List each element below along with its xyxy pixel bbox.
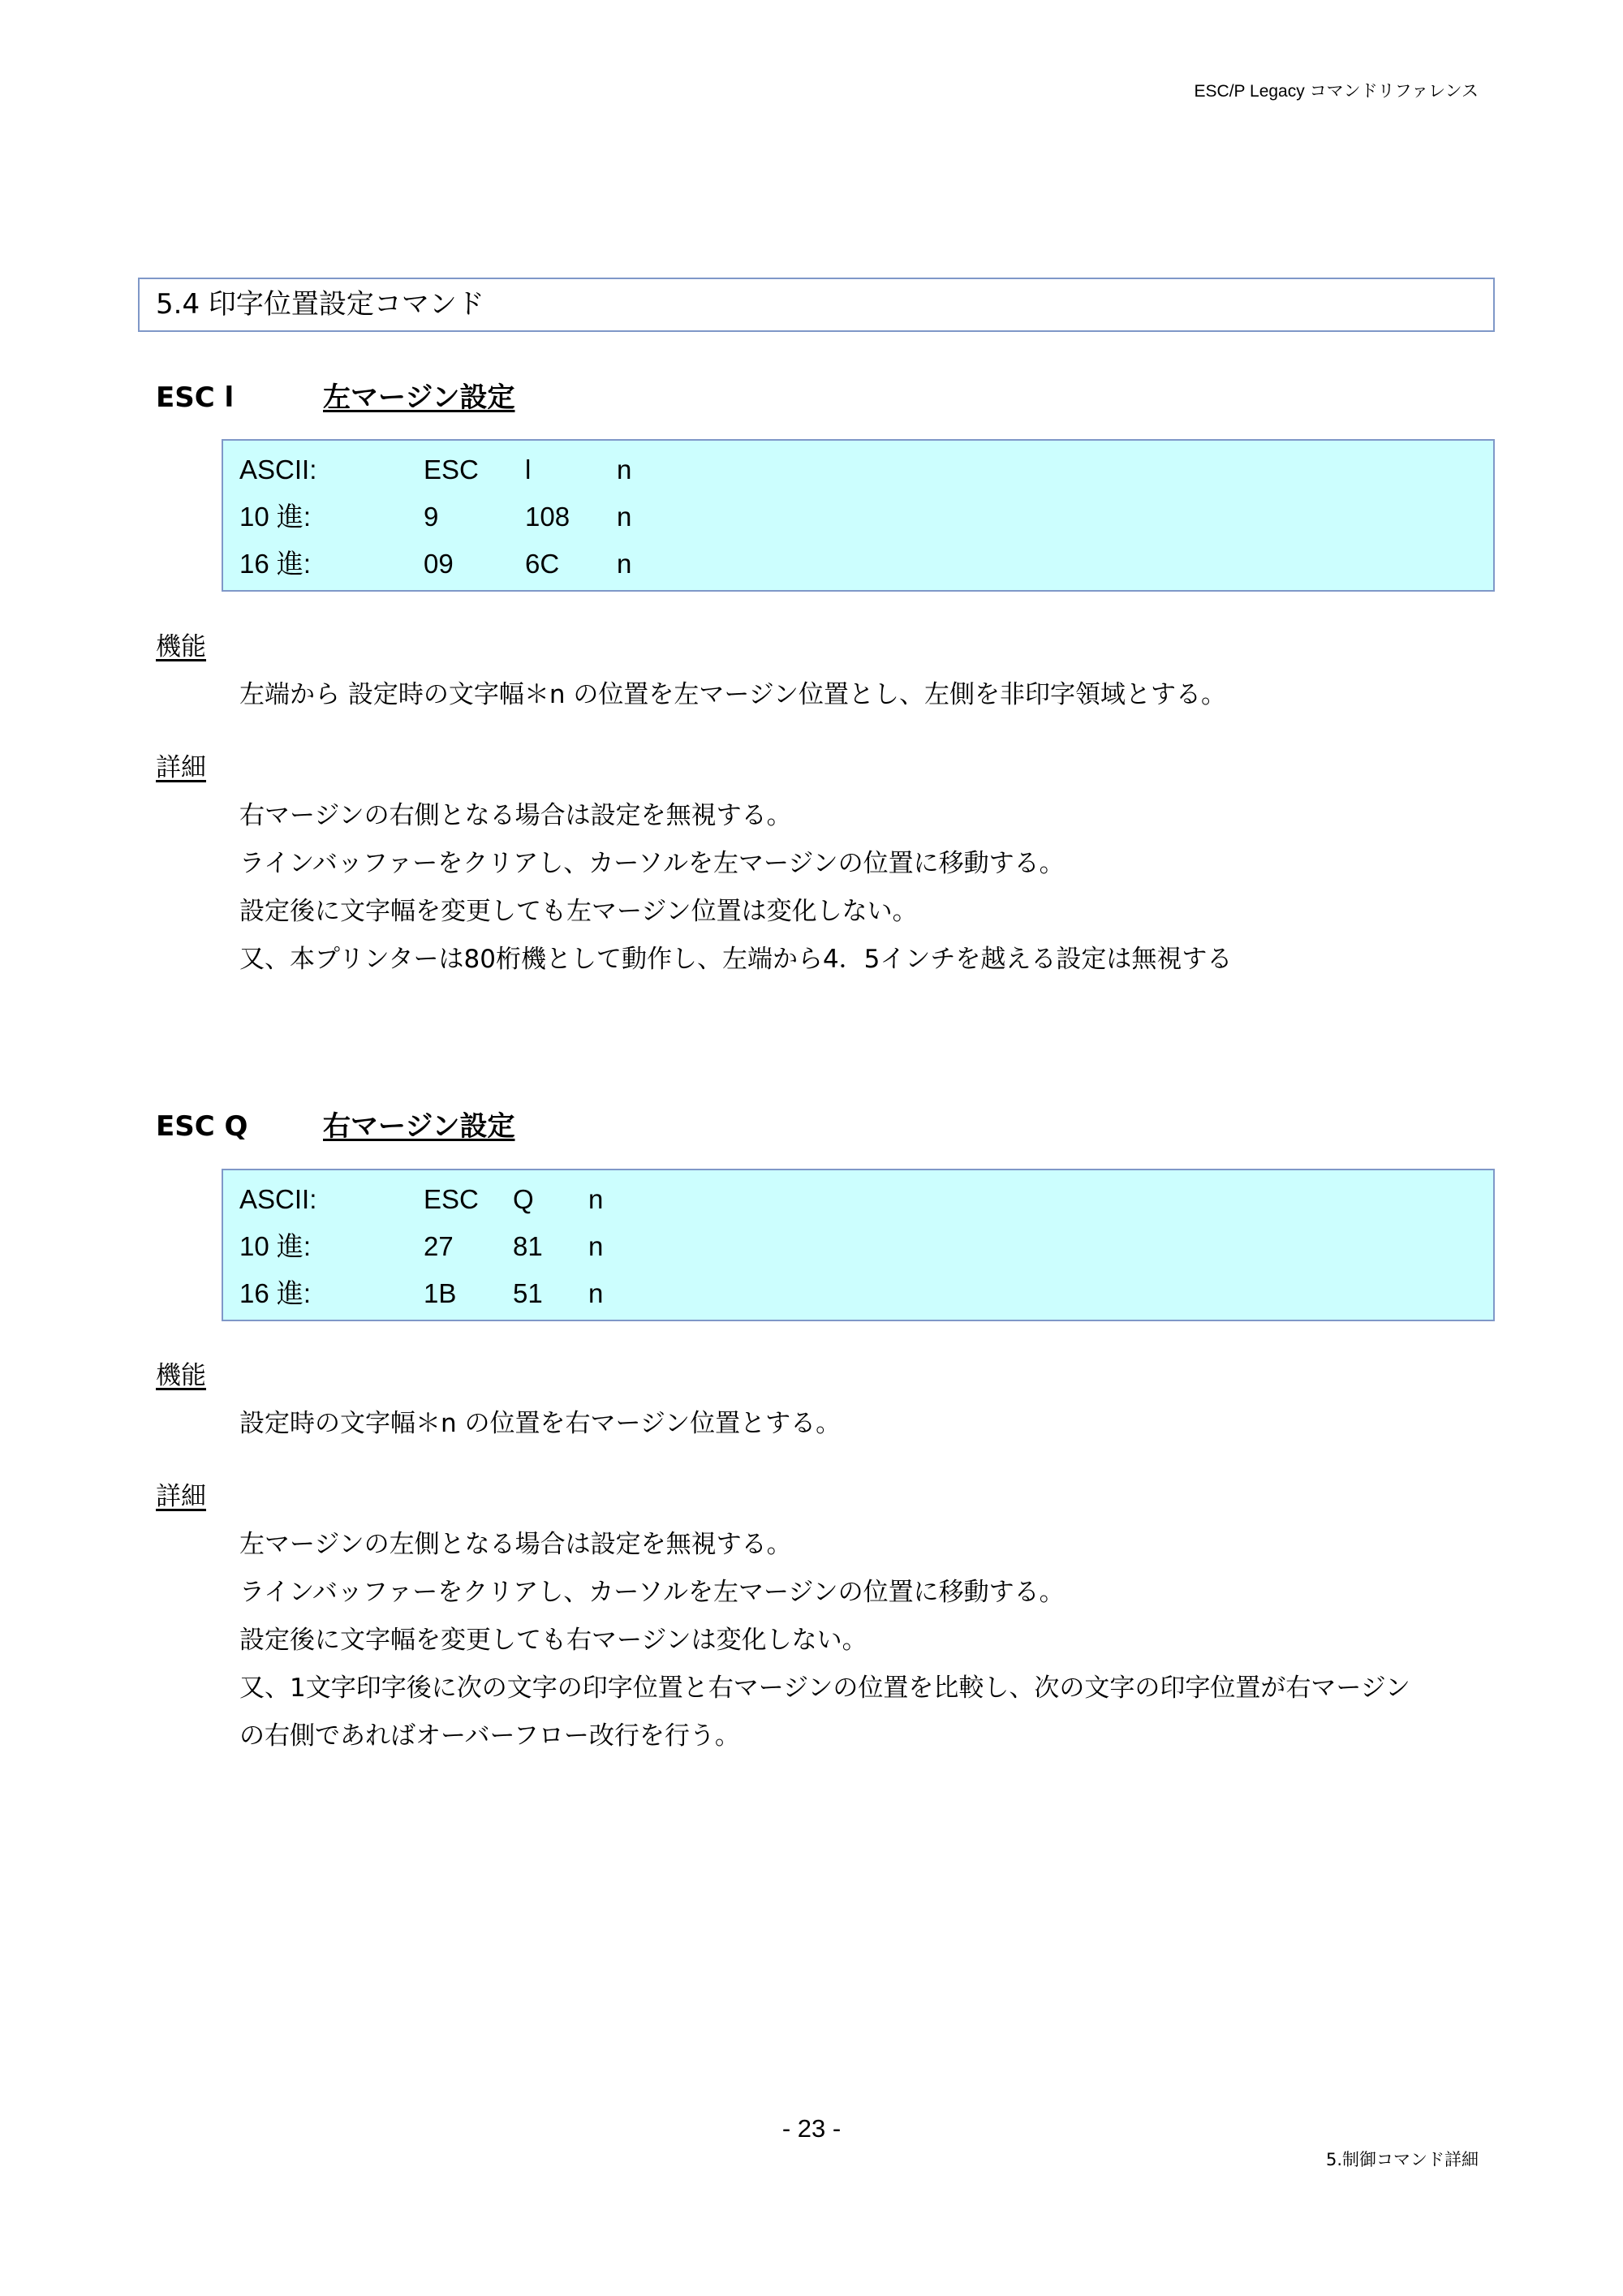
detail-label: 詳細 — [156, 753, 206, 782]
syntax-value: 6C — [525, 549, 560, 579]
syntax-label: 10 進: — [239, 502, 312, 532]
syntax-value: ESC — [424, 454, 479, 485]
function-text: 左端から 設定時の文字幅＊n の位置を左マージン位置とし、左側を非印字領域とする。 — [239, 680, 1226, 709]
function-label: 機能 — [156, 1361, 206, 1390]
syntax-value: n — [588, 1184, 604, 1214]
syntax-value: n — [617, 502, 632, 532]
detail-line: 設定後に文字幅を変更しても右マージンは変化しない。 — [239, 1626, 867, 1655]
syntax-value: l — [525, 454, 532, 485]
detail-line: の右側であればオーバーフロー改行を行う。 — [239, 1721, 740, 1751]
syntax-value: 108 — [525, 502, 570, 532]
detail-line: ラインバッファーをクリアし、カーソルを左マージンの位置に移動する。 — [239, 1578, 1065, 1607]
detail-line: 又、本プリンターは80桁機として動作し、左端から4．5インチを越える設定は無視する — [239, 945, 1233, 974]
detail-line: 設定後に文字幅を変更しても左マージン位置は変化しない。 — [239, 897, 918, 926]
detail-line: 又、1文字印字後に次の文字の印字位置と右マージンの位置を比較し、次の文字の印字位置が右マージン — [239, 1674, 1410, 1703]
syntax-value: 1B — [424, 1278, 457, 1308]
detail-line: 左マージンの左側となる場合は設定を無視する。 — [239, 1530, 792, 1559]
syntax-label: 16 進: — [239, 1278, 312, 1308]
detail-label: 詳細 — [156, 1482, 206, 1511]
running-header: ESC/P Legacy コマンドリファレンス — [1194, 82, 1479, 101]
syntax-value: 51 — [513, 1278, 543, 1308]
syntax-label: 10 進: — [239, 1231, 312, 1261]
syntax-value: 9 — [424, 502, 439, 532]
syntax-value: 09 — [424, 549, 454, 579]
syntax-label: ASCII: — [239, 1184, 317, 1214]
syntax-label: ASCII: — [239, 454, 317, 485]
function-label: 機能 — [156, 632, 206, 661]
syntax-value: ESC — [424, 1184, 479, 1214]
syntax-label: 16 進: — [239, 549, 312, 579]
syntax-value: 81 — [513, 1231, 543, 1261]
command-name: 左マージン設定 — [323, 381, 515, 414]
command-code: ESC Q — [156, 1110, 248, 1143]
detail-line: ラインバッファーをクリアし、カーソルを左マージンの位置に移動する。 — [239, 849, 1065, 878]
command-title-esc-l — [156, 375, 514, 415]
syntax-value: 27 — [424, 1231, 454, 1261]
command-code: ESC l — [156, 381, 235, 414]
syntax-value: n — [588, 1278, 604, 1308]
detail-line: 右マージンの右側となる場合は設定を無視する。 — [239, 801, 792, 830]
command-title-esc-q — [156, 1104, 514, 1144]
syntax-value: n — [617, 454, 632, 485]
function-text: 設定時の文字幅＊n の位置を右マージン位置とする。 — [239, 1409, 842, 1438]
syntax-value: n — [617, 549, 632, 579]
running-footer: 5.制御コマンド詳細 — [1325, 2150, 1479, 2169]
command-syntax-box — [222, 1169, 1495, 1321]
command-syntax-box — [222, 439, 1495, 592]
page-number: - 23 - — [781, 2114, 842, 2143]
command-name: 右マージン設定 — [323, 1110, 515, 1143]
syntax-value: n — [588, 1231, 604, 1261]
syntax-value: Q — [513, 1184, 534, 1214]
section-heading: 5.4 印字位置設定コマンド — [138, 278, 1495, 332]
